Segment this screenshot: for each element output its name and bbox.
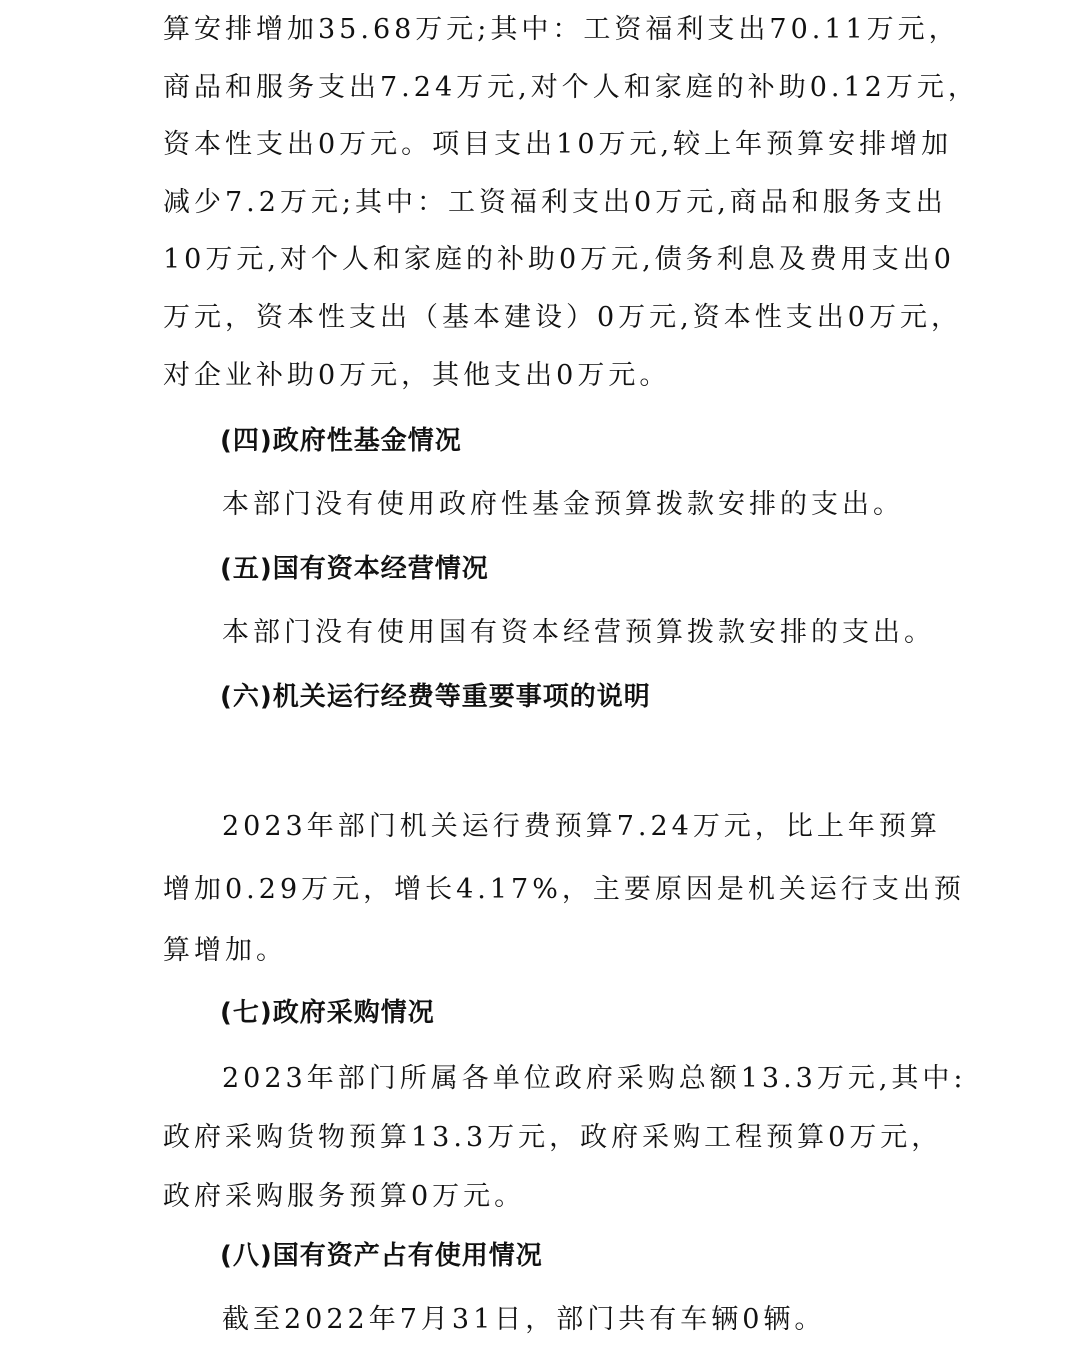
paragraph-line: 资本性支出0万元。项目支出10万元,较上年预算安排增加 <box>163 129 953 160</box>
paragraph-line: 政府采购货物预算13.3万元，政府采购工程预算0万元， <box>163 1122 943 1153</box>
paragraph-line: 本部门没有使用国有资本经营预算拨款安排的支出。 <box>222 617 935 648</box>
section-heading: (四)政府性基金情况 <box>220 426 462 456</box>
paragraph-line: 商品和服务支出7.24万元,对个人和家庭的补助0.12万元， <box>163 72 979 103</box>
paragraph-line: 万元，资本性支出（基本建设）0万元,资本性支出0万元， <box>163 302 962 333</box>
paragraph-line: 对企业补助0万元，其他支出0万元。 <box>163 360 671 391</box>
paragraph-line: 增加0.29万元，增长4.17%，主要原因是机关运行支出预 <box>163 874 965 905</box>
section-heading: (七)政府采购情况 <box>220 998 435 1028</box>
section-heading: (五)国有资本经营情况 <box>220 554 489 584</box>
paragraph-line: 2023年部门所属各单位政府采购总额13.3万元,其中: <box>222 1063 967 1094</box>
paragraph-line: 本部门没有使用政府性基金预算拨款安排的支出。 <box>222 489 904 520</box>
paragraph-line: 减少7.2万元;其中：工资福利支出0万元,商品和服务支出 <box>163 187 947 218</box>
paragraph-line: 算增加。 <box>163 935 287 966</box>
paragraph-line: 政府采购服务预算0万元。 <box>163 1181 526 1212</box>
paragraph-line: 算安排增加35.68万元;其中：工资福利支出70.11万元， <box>163 14 960 45</box>
paragraph-line: 2023年部门机关运行费预算7.24万元，比上年预算 <box>222 811 941 842</box>
section-heading: (六)机关运行经费等重要事项的说明 <box>220 682 651 712</box>
paragraph-line: 截至2022年7月31日，部门共有车辆0辆。 <box>222 1304 826 1335</box>
section-heading: (八)国有资产占有使用情况 <box>220 1241 543 1271</box>
paragraph-line: 10万元,对个人和家庭的补助0万元,债务利息及费用支出0 <box>163 244 955 275</box>
